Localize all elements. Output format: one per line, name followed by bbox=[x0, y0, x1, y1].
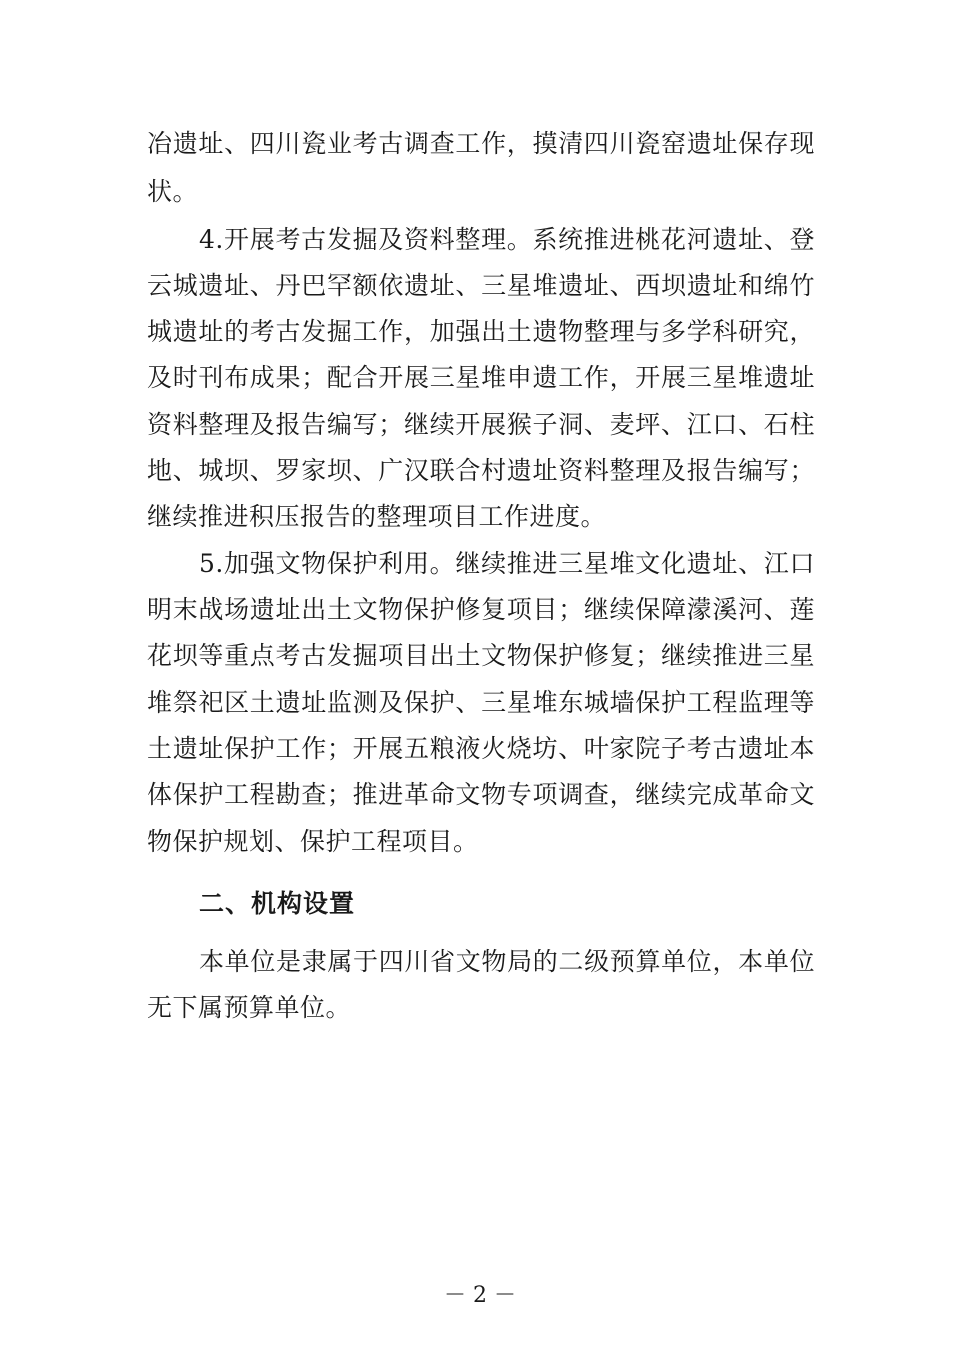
paragraph-line: 本单位是隶属于四川省文物局的二级预算单位，本单位 bbox=[199, 947, 815, 976]
paragraph-line: 4.开展考古发掘及资料整理。系统推进桃花河遗址、登 bbox=[199, 225, 815, 254]
paragraph-line: 冶遗址、四川瓷业考古调查工作，摸清四川瓷窑遗址保存现 bbox=[147, 129, 815, 158]
paragraph-line: 状。 bbox=[147, 177, 199, 206]
paragraph-line: 5.加强文物保护利用。继续推进三星堆文化遗址、江口 bbox=[199, 549, 815, 578]
paragraph-line: 土遗址保护工作；开展五粮液火烧坊、叶家院子考古遗址本 bbox=[147, 734, 815, 763]
section-heading: 二、机构设置 bbox=[199, 889, 356, 918]
paragraph-line: 堆祭祀区土遗址监测及保护、三星堆东城墙保护工程监理等 bbox=[147, 688, 815, 717]
paragraph-line: 地、城坝、罗家坝、广汉联合村遗址资料整理及报告编写； bbox=[147, 456, 815, 485]
paragraph-line: 明末战场遗址出土文物保护修复项目；继续保障濛溪河、莲 bbox=[147, 595, 815, 624]
paragraph-line: 无下属预算单位。 bbox=[147, 993, 352, 1022]
paragraph-line: 城遗址的考古发掘工作，加强出土遗物整理与多学科研究， bbox=[147, 317, 815, 346]
paragraph-line: 云城遗址、丹巴罕额依遗址、三星堆遗址、西坝遗址和绵竹 bbox=[147, 271, 815, 300]
paragraph-line: 物保护规划、保护工程项目。 bbox=[147, 827, 479, 856]
paragraph-line: 资料整理及报告编写；继续开展猴子洞、麦坪、江口、石柱 bbox=[147, 410, 815, 439]
paragraph-line: 花坝等重点考古发掘项目出土文物保护修复；继续推进三星 bbox=[147, 641, 815, 670]
page-number: － 2 － bbox=[444, 1283, 516, 1308]
paragraph-line: 体保护工程勘查；推进革命文物专项调查，继续完成革命文 bbox=[147, 780, 815, 809]
paragraph-line: 继续推进积压报告的整理项目工作进度。 bbox=[147, 502, 607, 531]
paragraph-line: 及时刊布成果；配合开展三星堆申遗工作，开展三星堆遗址 bbox=[147, 363, 815, 392]
